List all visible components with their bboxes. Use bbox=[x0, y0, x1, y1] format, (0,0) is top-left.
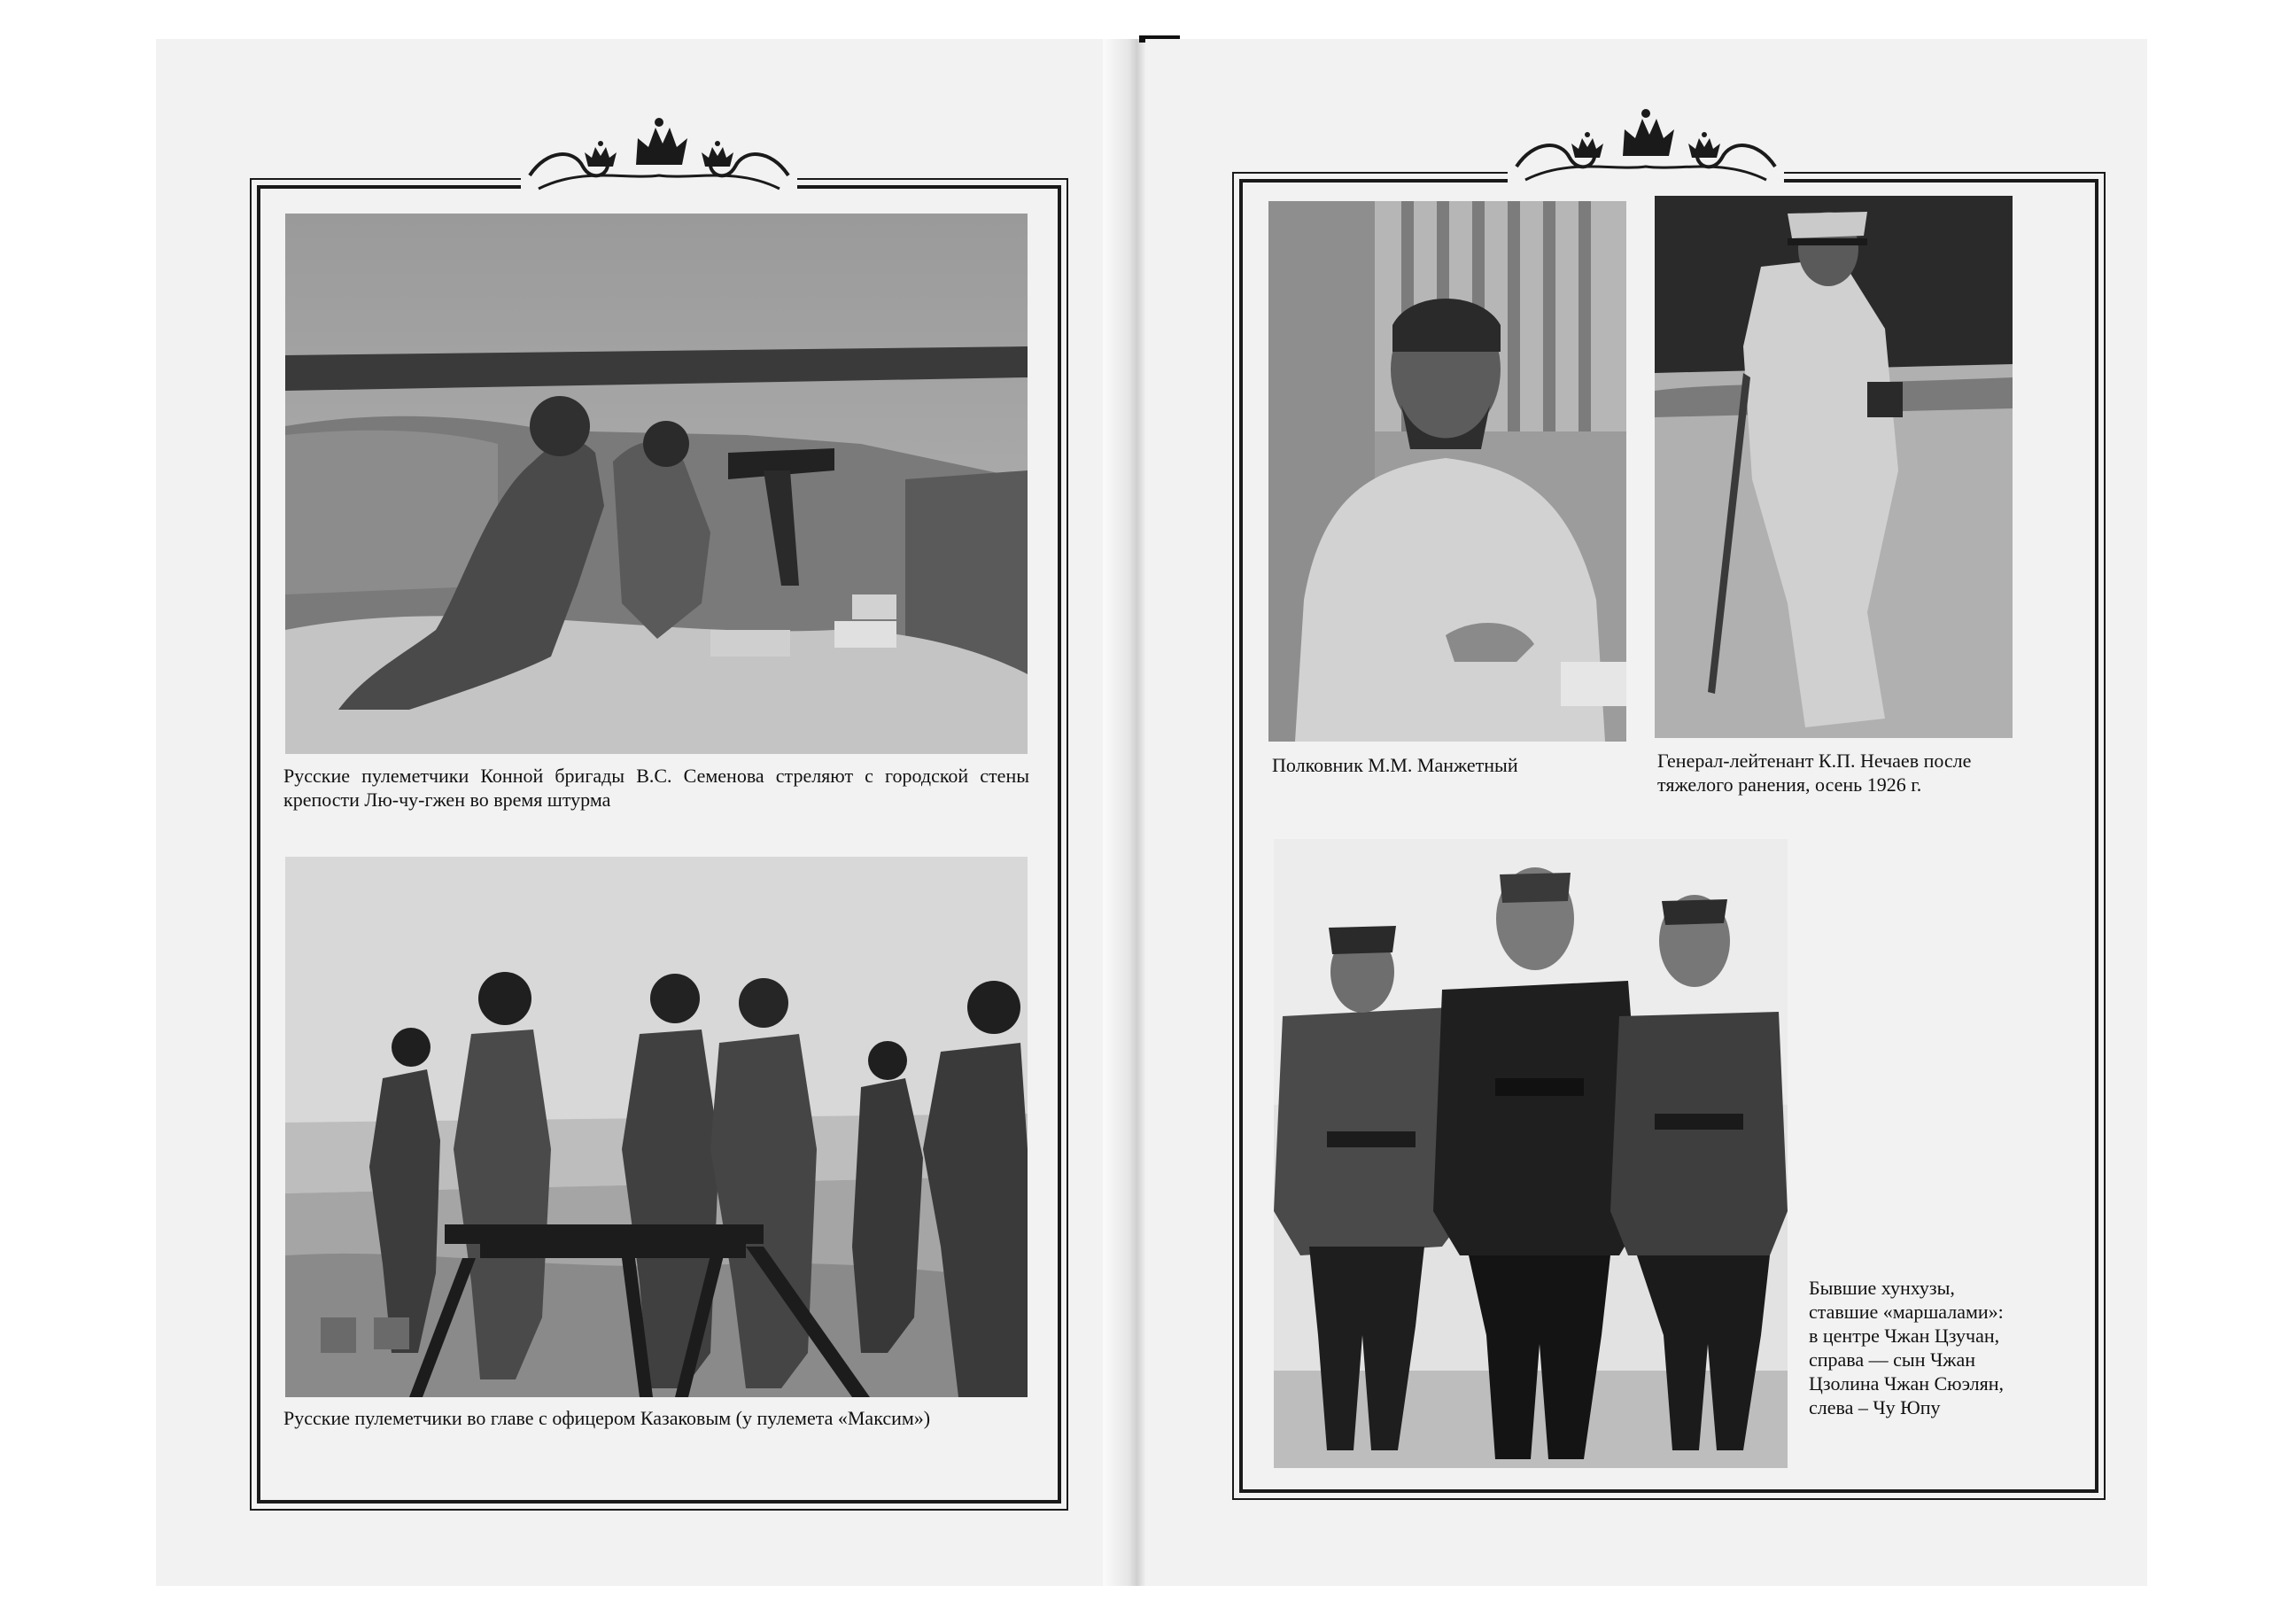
book-spine bbox=[1103, 39, 1145, 1586]
caption-bottom-left: Русские пулеметчики во главе с офицером Казаковым (у пулемета «Максим») bbox=[283, 1407, 931, 1429]
caption-top-left: Русские пулеметчики Конной бригады В.С. Семенова стреляют с городской стены крепости Лю-чу-гжен во время штурма bbox=[283, 765, 1029, 811]
crown-ornament-icon bbox=[521, 113, 797, 195]
crown-ornament-icon bbox=[1508, 105, 1784, 186]
caption-general: Генерал-лейтенант К.П. Нечаев после тяжелого ранения, осень 1926 г. bbox=[1657, 750, 1972, 796]
machine-gunners-firing-photo bbox=[285, 214, 1028, 754]
caption-colonel: Полковник М.М. Манжетный bbox=[1272, 754, 1518, 776]
machine-gunners-group-photo bbox=[285, 857, 1028, 1397]
former-khunkhuz-marshals-photo bbox=[1274, 839, 1788, 1468]
general-nechaev-photo bbox=[1655, 196, 2013, 738]
colonel-portrait-photo bbox=[1268, 201, 1626, 742]
caption-marshals: Бывшие хунхузы, ставшие «маршалами»: в центре Чжан Цзучан, справа — сын Чжан Цзолина Чжан Сюэлян, слева – Чу Юпу bbox=[1809, 1277, 2005, 1418]
